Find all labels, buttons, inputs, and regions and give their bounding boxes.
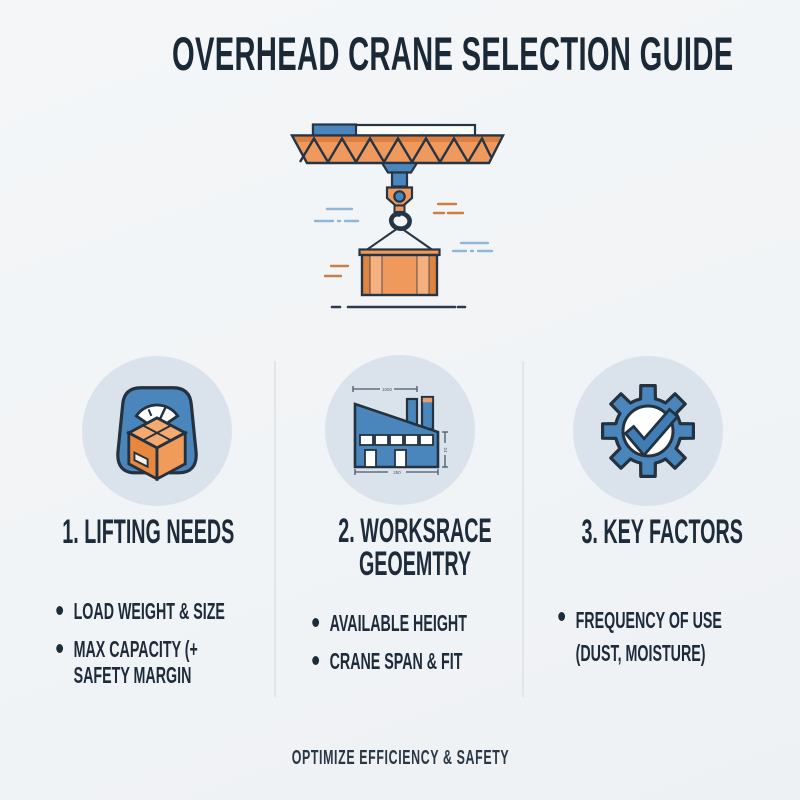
section-heading-1: 1. LIFTING NEEDS xyxy=(62,513,235,551)
cable-right xyxy=(400,227,435,251)
hoist-stem xyxy=(392,173,407,187)
bullet-list-2 xyxy=(311,610,503,686)
crane-trolley xyxy=(313,125,356,137)
scale-package-icon xyxy=(110,381,204,481)
factory-windows xyxy=(360,435,433,445)
hoist-body xyxy=(382,163,417,173)
section-heading-3: 3. KEY FACTORS xyxy=(581,513,743,551)
dimension-label-right: 24 xyxy=(443,447,448,453)
section-heading-2: 2. WORKSRACE GEOEMTRY xyxy=(338,512,492,583)
hook-block-pin xyxy=(394,191,404,201)
icon-circle-1 xyxy=(82,356,232,506)
dimension-label-top: 1000 xyxy=(381,387,393,392)
icon-circle-3 xyxy=(573,356,723,506)
cable-left xyxy=(365,227,400,251)
page-title: OVERHEAD CRANE SELECTION GUIDE xyxy=(172,27,734,80)
crane-hook-icon xyxy=(391,213,409,229)
column-lifting-needs xyxy=(0,350,275,710)
title-row xyxy=(0,27,800,80)
column-key-factors xyxy=(523,350,800,710)
factory-icon xyxy=(350,383,450,477)
column-workspace-geometry xyxy=(275,350,523,710)
bullet-list-1 xyxy=(55,598,247,700)
footer-row xyxy=(0,747,800,770)
icon-circle-2 xyxy=(325,355,475,505)
bullet-item: FREQUENCY OF USE (DUST, MOISTURE) xyxy=(557,604,749,669)
bullet-item: MAX CAPACITY (+ SAFETY MARGIN xyxy=(55,636,247,688)
footer-tagline: OPTIMIZE EFFICIENCY & SAFETY xyxy=(291,747,509,769)
crane-illustration xyxy=(230,105,570,315)
dimension-label-bottom: 250 xyxy=(393,470,401,475)
bullet-item: AVAILABLE HEIGHT xyxy=(311,610,503,636)
gear-checkmark-icon xyxy=(596,379,700,483)
bullet-item: CRANE SPAN & FIT xyxy=(311,648,503,674)
crate-body xyxy=(362,255,437,295)
bullet-item: LOAD WEIGHT & SIZE xyxy=(55,598,247,624)
bullet-list-3 xyxy=(557,604,749,681)
